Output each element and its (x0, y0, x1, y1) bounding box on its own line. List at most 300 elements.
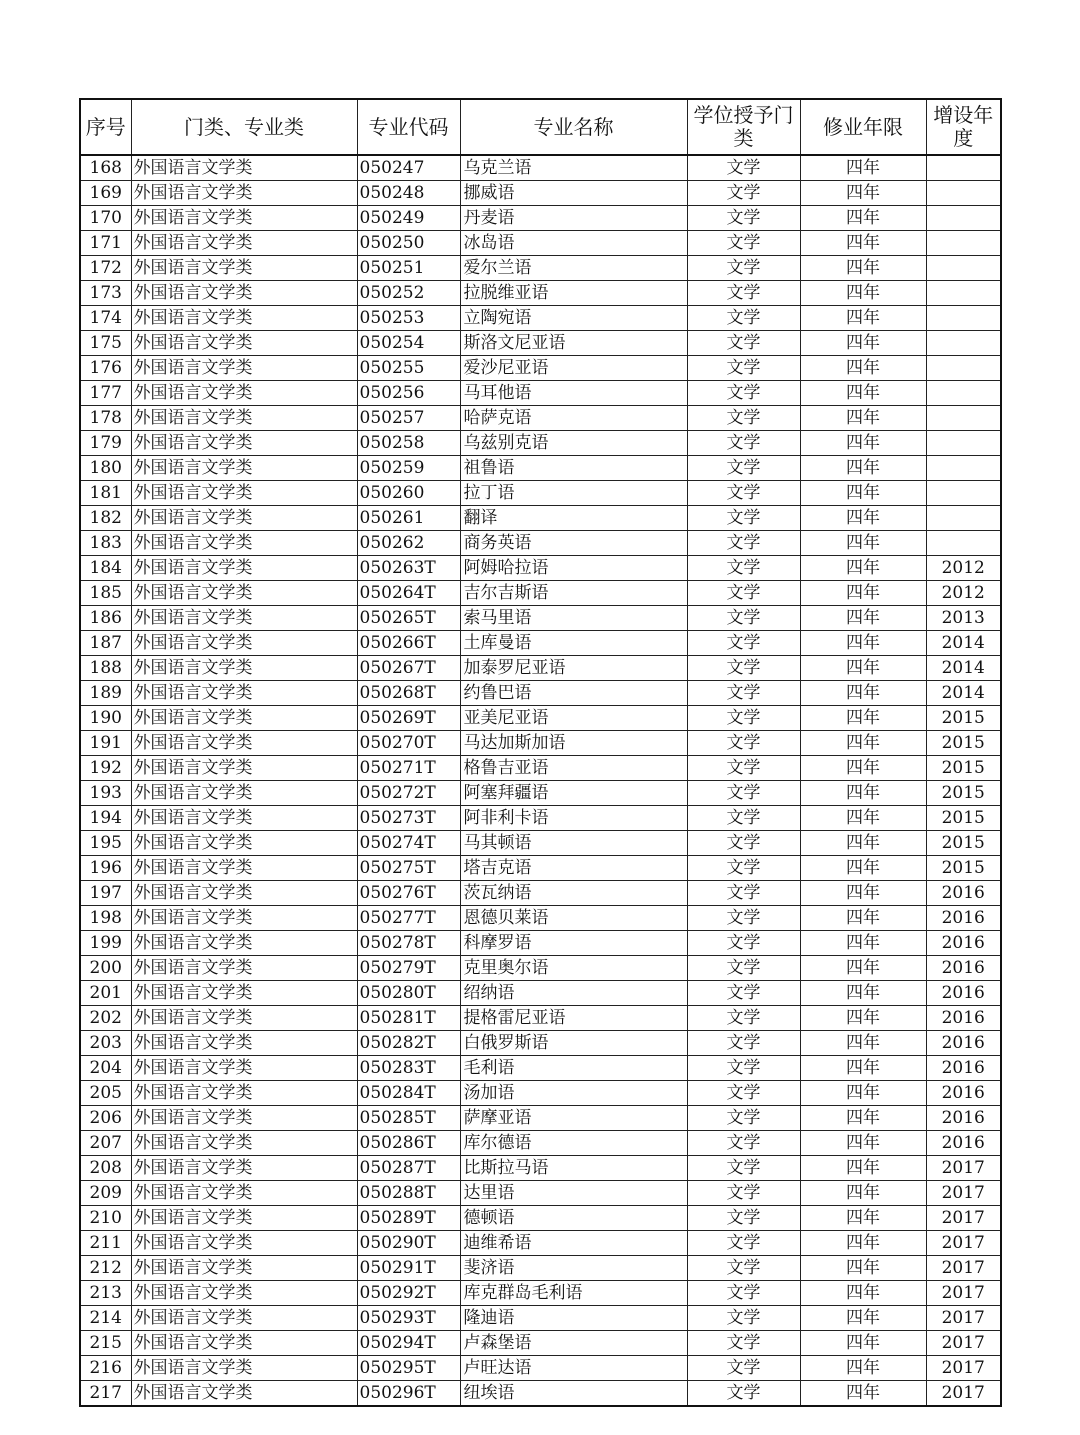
cell-duration: 四年 (800, 606, 926, 631)
table-row (80, 981, 1001, 1006)
cell-name: 克里奥尔语 (460, 956, 687, 981)
cell-degree: 文学 (687, 1256, 800, 1281)
cell-name: 土库曼语 (460, 631, 687, 656)
cell-degree: 文学 (687, 206, 800, 231)
cell-duration: 四年 (800, 1356, 926, 1381)
cell-year: 2016 (926, 1056, 1001, 1081)
cell-name: 迪维希语 (460, 1231, 687, 1256)
cell-duration: 四年 (800, 356, 926, 381)
cell-code: 050288T (357, 1181, 460, 1206)
cell-name: 冰岛语 (460, 231, 687, 256)
cell-seq: 211 (80, 1231, 131, 1256)
cell-category: 外国语言文学类 (131, 1081, 357, 1106)
cell-year: 2016 (926, 1106, 1001, 1131)
cell-code: 050255 (357, 356, 460, 381)
cell-name: 比斯拉马语 (460, 1156, 687, 1181)
cell-seq: 206 (80, 1106, 131, 1131)
cell-name: 科摩罗语 (460, 931, 687, 956)
table-row (80, 381, 1001, 406)
cell-year: 2017 (926, 1181, 1001, 1206)
cell-code: 050281T (357, 1006, 460, 1031)
table-row (80, 831, 1001, 856)
cell-seq: 215 (80, 1331, 131, 1356)
cell-name: 阿姆哈拉语 (460, 556, 687, 581)
cell-category: 外国语言文学类 (131, 506, 357, 531)
cell-seq: 179 (80, 431, 131, 456)
cell-code: 050251 (357, 256, 460, 281)
table-row (80, 1131, 1001, 1156)
cell-category: 外国语言文学类 (131, 331, 357, 356)
table-row (80, 456, 1001, 481)
cell-year (926, 331, 1001, 356)
cell-category: 外国语言文学类 (131, 1231, 357, 1256)
cell-seq: 185 (80, 581, 131, 606)
cell-year: 2012 (926, 581, 1001, 606)
cell-seq: 208 (80, 1156, 131, 1181)
cell-category: 外国语言文学类 (131, 281, 357, 306)
table-row (80, 1156, 1001, 1181)
cell-name: 茨瓦纳语 (460, 881, 687, 906)
cell-duration: 四年 (800, 556, 926, 581)
cell-degree: 文学 (687, 181, 800, 206)
cell-name: 白俄罗斯语 (460, 1031, 687, 1056)
cell-seq: 202 (80, 1006, 131, 1031)
cell-year: 2017 (926, 1331, 1001, 1356)
cell-code: 050265T (357, 606, 460, 631)
cell-name: 挪威语 (460, 181, 687, 206)
cell-category: 外国语言文学类 (131, 1381, 357, 1407)
cell-code: 050277T (357, 906, 460, 931)
cell-degree: 文学 (687, 631, 800, 656)
cell-degree: 文学 (687, 956, 800, 981)
table-row (80, 656, 1001, 681)
cell-seq: 175 (80, 331, 131, 356)
cell-seq: 188 (80, 656, 131, 681)
cell-duration: 四年 (800, 681, 926, 706)
cell-code: 050248 (357, 181, 460, 206)
cell-category: 外国语言文学类 (131, 1356, 357, 1381)
cell-year (926, 281, 1001, 306)
cell-degree: 文学 (687, 406, 800, 431)
cell-duration: 四年 (800, 1206, 926, 1231)
cell-year: 2016 (926, 1081, 1001, 1106)
table-row (80, 1181, 1001, 1206)
cell-seq: 199 (80, 931, 131, 956)
cell-code: 050262 (357, 531, 460, 556)
cell-category: 外国语言文学类 (131, 581, 357, 606)
table-body (80, 155, 1001, 1406)
cell-code: 050292T (357, 1281, 460, 1306)
cell-seq: 217 (80, 1381, 131, 1407)
cell-category: 外国语言文学类 (131, 231, 357, 256)
cell-code: 050295T (357, 1356, 460, 1381)
cell-duration: 四年 (800, 481, 926, 506)
cell-degree: 文学 (687, 856, 800, 881)
cell-code: 050267T (357, 656, 460, 681)
cell-code: 050279T (357, 956, 460, 981)
cell-code: 050253 (357, 306, 460, 331)
table-row (80, 556, 1001, 581)
cell-code: 050280T (357, 981, 460, 1006)
table-row (80, 481, 1001, 506)
cell-name: 拉脱维亚语 (460, 281, 687, 306)
table-row (80, 731, 1001, 756)
cell-name: 恩德贝莱语 (460, 906, 687, 931)
cell-name: 库克群岛毛利语 (460, 1281, 687, 1306)
cell-degree: 文学 (687, 606, 800, 631)
cell-duration: 四年 (800, 856, 926, 881)
cell-category: 外国语言文学类 (131, 481, 357, 506)
cell-degree: 文学 (687, 1381, 800, 1407)
cell-year: 2017 (926, 1256, 1001, 1281)
table-row (80, 206, 1001, 231)
cell-degree: 文学 (687, 831, 800, 856)
cell-code: 050247 (357, 155, 460, 181)
cell-degree: 文学 (687, 331, 800, 356)
cell-degree: 文学 (687, 281, 800, 306)
cell-seq: 196 (80, 856, 131, 881)
cell-category: 外国语言文学类 (131, 155, 357, 181)
cell-degree: 文学 (687, 581, 800, 606)
table-row (80, 406, 1001, 431)
cell-seq: 205 (80, 1081, 131, 1106)
table-row (80, 1331, 1001, 1356)
cell-year (926, 231, 1001, 256)
cell-duration: 四年 (800, 781, 926, 806)
cell-duration: 四年 (800, 881, 926, 906)
cell-duration: 四年 (800, 406, 926, 431)
cell-duration: 四年 (800, 331, 926, 356)
table-row (80, 1106, 1001, 1131)
cell-seq: 210 (80, 1206, 131, 1231)
cell-category: 外国语言文学类 (131, 806, 357, 831)
cell-category: 外国语言文学类 (131, 456, 357, 481)
cell-seq: 216 (80, 1356, 131, 1381)
cell-category: 外国语言文学类 (131, 1281, 357, 1306)
cell-duration: 四年 (800, 981, 926, 1006)
cell-year: 2016 (926, 906, 1001, 931)
cell-year: 2016 (926, 956, 1001, 981)
cell-degree: 文学 (687, 1281, 800, 1306)
cell-code: 050263T (357, 556, 460, 581)
cell-code: 050290T (357, 1231, 460, 1256)
cell-code: 050266T (357, 631, 460, 656)
cell-year: 2016 (926, 1006, 1001, 1031)
cell-year: 2017 (926, 1381, 1001, 1407)
cell-name: 纽埃语 (460, 1381, 687, 1407)
cell-degree: 文学 (687, 731, 800, 756)
cell-seq: 193 (80, 781, 131, 806)
cell-category: 外国语言文学类 (131, 556, 357, 581)
cell-code: 050270T (357, 731, 460, 756)
cell-name: 乌克兰语 (460, 155, 687, 181)
cell-name: 丹麦语 (460, 206, 687, 231)
table-row (80, 1206, 1001, 1231)
cell-seq: 171 (80, 231, 131, 256)
cell-seq: 197 (80, 881, 131, 906)
cell-name: 塔吉克语 (460, 856, 687, 881)
cell-name: 祖鲁语 (460, 456, 687, 481)
cell-year (926, 256, 1001, 281)
cell-duration: 四年 (800, 656, 926, 681)
cell-degree: 文学 (687, 906, 800, 931)
cell-duration: 四年 (800, 1231, 926, 1256)
table-row (80, 806, 1001, 831)
cell-degree: 文学 (687, 1156, 800, 1181)
table-row (80, 1081, 1001, 1106)
cell-year: 2017 (926, 1281, 1001, 1306)
table-row (80, 756, 1001, 781)
cell-year: 2017 (926, 1356, 1001, 1381)
cell-degree: 文学 (687, 306, 800, 331)
cell-name: 达里语 (460, 1181, 687, 1206)
cell-duration: 四年 (800, 306, 926, 331)
cell-duration: 四年 (800, 206, 926, 231)
cell-category: 外国语言文学类 (131, 1181, 357, 1206)
cell-year: 2015 (926, 781, 1001, 806)
cell-seq: 174 (80, 306, 131, 331)
cell-category: 外国语言文学类 (131, 781, 357, 806)
cell-degree: 文学 (687, 881, 800, 906)
cell-category: 外国语言文学类 (131, 1206, 357, 1231)
cell-seq: 190 (80, 706, 131, 731)
cell-category: 外国语言文学类 (131, 381, 357, 406)
cell-code: 050269T (357, 706, 460, 731)
cell-degree: 文学 (687, 681, 800, 706)
cell-name: 阿非利卡语 (460, 806, 687, 831)
cell-code: 050286T (357, 1131, 460, 1156)
cell-duration: 四年 (800, 731, 926, 756)
cell-seq: 203 (80, 1031, 131, 1056)
table-row (80, 1006, 1001, 1031)
cell-year (926, 306, 1001, 331)
cell-seq: 178 (80, 406, 131, 431)
cell-year: 2014 (926, 656, 1001, 681)
cell-degree: 文学 (687, 706, 800, 731)
cell-name: 提格雷尼亚语 (460, 1006, 687, 1031)
cell-year (926, 356, 1001, 381)
cell-category: 外国语言文学类 (131, 406, 357, 431)
table-row (80, 906, 1001, 931)
cell-duration: 四年 (800, 931, 926, 956)
cell-year: 2017 (926, 1306, 1001, 1331)
cell-seq: 176 (80, 356, 131, 381)
cell-degree: 文学 (687, 1181, 800, 1206)
cell-year (926, 481, 1001, 506)
cell-year: 2013 (926, 606, 1001, 631)
table-row (80, 631, 1001, 656)
cell-year (926, 531, 1001, 556)
cell-code: 050259 (357, 456, 460, 481)
cell-category: 外国语言文学类 (131, 356, 357, 381)
header-name: 专业名称 (460, 99, 687, 155)
cell-category: 外国语言文学类 (131, 531, 357, 556)
cell-degree: 文学 (687, 981, 800, 1006)
cell-name: 翻译 (460, 506, 687, 531)
cell-duration: 四年 (800, 155, 926, 181)
cell-seq: 204 (80, 1056, 131, 1081)
cell-category: 外国语言文学类 (131, 1006, 357, 1031)
cell-duration: 四年 (800, 431, 926, 456)
cell-seq: 169 (80, 181, 131, 206)
cell-seq: 207 (80, 1131, 131, 1156)
majors-table (79, 98, 1002, 1407)
cell-seq: 186 (80, 606, 131, 631)
cell-name: 吉尔吉斯语 (460, 581, 687, 606)
cell-code: 050278T (357, 931, 460, 956)
cell-code: 050275T (357, 856, 460, 881)
header-degree: 学位授予门类 (687, 99, 800, 155)
cell-degree: 文学 (687, 756, 800, 781)
cell-seq: 180 (80, 456, 131, 481)
cell-duration: 四年 (800, 181, 926, 206)
header-duration: 修业年限 (800, 99, 926, 155)
table-row (80, 506, 1001, 531)
cell-duration: 四年 (800, 281, 926, 306)
cell-duration: 四年 (800, 1081, 926, 1106)
cell-year: 2017 (926, 1156, 1001, 1181)
table-row (80, 1281, 1001, 1306)
cell-seq: 200 (80, 956, 131, 981)
cell-degree: 文学 (687, 1056, 800, 1081)
cell-code: 050273T (357, 806, 460, 831)
cell-degree: 文学 (687, 1006, 800, 1031)
cell-seq: 213 (80, 1281, 131, 1306)
cell-seq: 177 (80, 381, 131, 406)
cell-duration: 四年 (800, 456, 926, 481)
cell-degree: 文学 (687, 481, 800, 506)
cell-year: 2015 (926, 831, 1001, 856)
cell-name: 约鲁巴语 (460, 681, 687, 706)
table-row (80, 881, 1001, 906)
cell-category: 外国语言文学类 (131, 431, 357, 456)
cell-degree: 文学 (687, 381, 800, 406)
header-code: 专业代码 (357, 99, 460, 155)
cell-degree: 文学 (687, 256, 800, 281)
table-row (80, 781, 1001, 806)
table-row (80, 1381, 1001, 1407)
cell-duration: 四年 (800, 1306, 926, 1331)
cell-code: 050261 (357, 506, 460, 531)
cell-degree: 文学 (687, 806, 800, 831)
cell-category: 外国语言文学类 (131, 606, 357, 631)
cell-seq: 168 (80, 155, 131, 181)
table-row (80, 256, 1001, 281)
cell-category: 外国语言文学类 (131, 1031, 357, 1056)
cell-degree: 文学 (687, 1231, 800, 1256)
table-row (80, 1356, 1001, 1381)
cell-year (926, 206, 1001, 231)
table-row (80, 531, 1001, 556)
table-row (80, 1031, 1001, 1056)
cell-year: 2015 (926, 806, 1001, 831)
cell-category: 外国语言文学类 (131, 756, 357, 781)
cell-duration: 四年 (800, 1256, 926, 1281)
cell-name: 爱沙尼亚语 (460, 356, 687, 381)
cell-duration: 四年 (800, 1181, 926, 1206)
cell-code: 050256 (357, 381, 460, 406)
cell-seq: 201 (80, 981, 131, 1006)
cell-category: 外国语言文学类 (131, 906, 357, 931)
cell-category: 外国语言文学类 (131, 1331, 357, 1356)
cell-degree: 文学 (687, 456, 800, 481)
cell-name: 马耳他语 (460, 381, 687, 406)
cell-year (926, 406, 1001, 431)
cell-name: 商务英语 (460, 531, 687, 556)
cell-name: 亚美尼亚语 (460, 706, 687, 731)
cell-degree: 文学 (687, 431, 800, 456)
cell-year: 2016 (926, 881, 1001, 906)
cell-year: 2015 (926, 756, 1001, 781)
cell-code: 050276T (357, 881, 460, 906)
cell-duration: 四年 (800, 581, 926, 606)
table-row (80, 931, 1001, 956)
cell-code: 050268T (357, 681, 460, 706)
cell-category: 外国语言文学类 (131, 931, 357, 956)
cell-degree: 文学 (687, 1131, 800, 1156)
cell-category: 外国语言文学类 (131, 1106, 357, 1131)
cell-code: 050296T (357, 1381, 460, 1407)
cell-year: 2015 (926, 856, 1001, 881)
cell-duration: 四年 (800, 956, 926, 981)
cell-name: 库尔德语 (460, 1131, 687, 1156)
table-row (80, 431, 1001, 456)
table-row (80, 956, 1001, 981)
cell-duration: 四年 (800, 1156, 926, 1181)
cell-category: 外国语言文学类 (131, 256, 357, 281)
cell-year: 2016 (926, 1031, 1001, 1056)
cell-category: 外国语言文学类 (131, 681, 357, 706)
cell-degree: 文学 (687, 1331, 800, 1356)
cell-duration: 四年 (800, 1006, 926, 1031)
cell-name: 乌兹别克语 (460, 431, 687, 456)
cell-code: 050274T (357, 831, 460, 856)
cell-name: 马其顿语 (460, 831, 687, 856)
cell-code: 050282T (357, 1031, 460, 1056)
cell-degree: 文学 (687, 531, 800, 556)
cell-duration: 四年 (800, 256, 926, 281)
cell-duration: 四年 (800, 381, 926, 406)
cell-category: 外国语言文学类 (131, 856, 357, 881)
table-row (80, 856, 1001, 881)
cell-seq: 192 (80, 756, 131, 781)
cell-code: 050294T (357, 1331, 460, 1356)
cell-year (926, 181, 1001, 206)
cell-degree: 文学 (687, 155, 800, 181)
cell-category: 外国语言文学类 (131, 956, 357, 981)
cell-code: 050249 (357, 206, 460, 231)
cell-year (926, 456, 1001, 481)
table-row (80, 231, 1001, 256)
table-row (80, 181, 1001, 206)
cell-duration: 四年 (800, 806, 926, 831)
cell-code: 050257 (357, 406, 460, 431)
cell-duration: 四年 (800, 506, 926, 531)
cell-name: 加泰罗尼亚语 (460, 656, 687, 681)
table-row (80, 356, 1001, 381)
table-row (80, 281, 1001, 306)
cell-seq: 198 (80, 906, 131, 931)
cell-code: 050271T (357, 756, 460, 781)
cell-name: 爱尔兰语 (460, 256, 687, 281)
cell-year: 2017 (926, 1206, 1001, 1231)
cell-degree: 文学 (687, 1356, 800, 1381)
cell-degree: 文学 (687, 656, 800, 681)
table-row (80, 606, 1001, 631)
header-row (80, 99, 1001, 155)
cell-seq: 172 (80, 256, 131, 281)
table-row (80, 331, 1001, 356)
